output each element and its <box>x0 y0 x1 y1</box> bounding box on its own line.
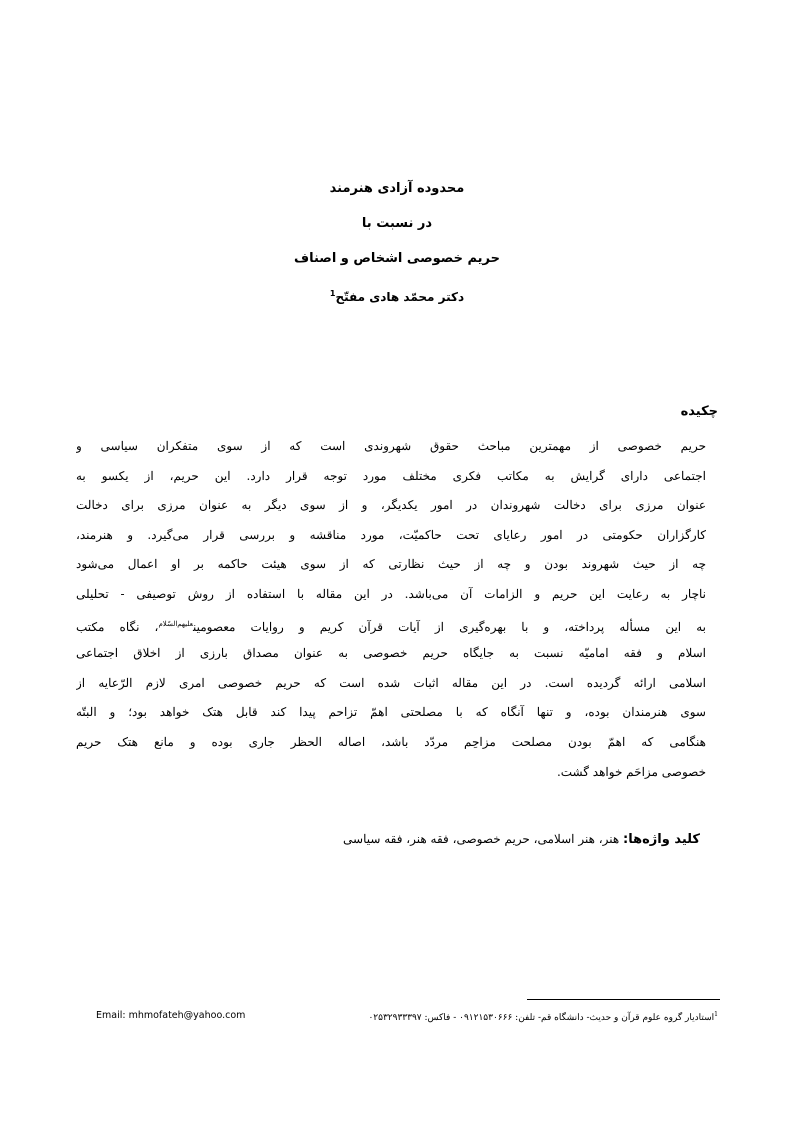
footnote-text: استادیار گروه علوم قرآن و حدیث- دانشگاه قم- تلفن: ۰۹۱۲۱۵۳۰۶۶۶ - فاکس: ۰۲۵۳۲۹۳۳۳۹۷ <box>368 1013 715 1023</box>
footnote <box>368 1011 718 1023</box>
abstract-body <box>76 432 706 787</box>
footnote-mark: 1 <box>714 1011 718 1018</box>
abstract-line <box>76 610 706 640</box>
keywords-label: کلید واژه‌ها: <box>623 832 700 847</box>
abstract-heading: چکیده <box>680 404 718 419</box>
abstract-line: حریم خصوصی از مهمترین مباحث حقوق شهروندی است که از سوی متفکران سیاسی و <box>76 439 706 453</box>
keywords-value: هنر، هنر اسلامی، حریم خصوصی، فقه هنر، فقه سیاسی <box>343 832 620 846</box>
abstract-line: سوی هنرمندان بوده، و تنها آنگاه که با مصلحتی اهمّ تزاحم پیدا کند قابل هتک خواهد بود؛ و البتّه <box>76 705 706 720</box>
footnote-divider <box>527 999 720 1000</box>
abstract-line: اسلامی ارائه گردیده است. در این مقاله اثبات شده است که حریم خصوصی امری لازم الرّعایه از <box>76 675 706 690</box>
abstract-line-7-tail: ، نگاه مکتب <box>76 619 159 634</box>
author-email: Email: mhmofateh@yahoo.com <box>96 1010 246 1021</box>
abstract-line: اجتماعی دارای گرایش به مکاتب فکری مختلف مورد توجه قرار دارد. این حریم، از یکسو به <box>76 468 706 483</box>
title-line-1: محدوده آزادی هنرمند <box>329 181 465 196</box>
abstract-line: هنگامی که اهمّ بودن مصلحت مزاحِم مردّد باشد، اصاله الحظر جاری بوده و مانع هتک حریم <box>76 734 706 749</box>
honorific-mark: علیهم‌السّلام <box>158 619 193 628</box>
abstract-line: اسلام و فقه امامیّه نسبت به جایگاه حریم خصوصی به عنوان مصداق بارزی از اخلاق اجتماعی <box>76 646 706 661</box>
abstract-line-7-text: به این مسأله پرداخته، و با بهره‌گیری از آیات قرآن کریم و روایات معصومین <box>192 619 706 634</box>
article-title-block <box>200 178 594 308</box>
keywords-line <box>343 832 700 847</box>
abstract-line: ناچار به رعایت این حریم و الزامات آن می‌باشد. در این مقاله با استفاده از روش توصیفی - تحلیلی <box>76 586 706 601</box>
author-line <box>200 283 594 308</box>
author-footnote-mark: 1 <box>329 289 336 298</box>
abstract-line: عنوان مرزی برای دخالت شهروندان در امور یکدیگر، و از سوی دیگر به عنوان مرزی برای دخالت <box>76 498 706 513</box>
title-line-3: حریم خصوصی اشخاص و اصناف <box>293 251 501 266</box>
abstract-line: چه از حیث شهروند بودن و چه از حیث نظارتی که از سوی هیئت حاکمه بر او اعمال می‌شود <box>76 557 706 572</box>
title-line-2: در نسبت با <box>361 216 433 231</box>
abstract-line: خصوصی مزاحَم خواهد گشت. <box>556 764 706 779</box>
abstract-line: کارگزاران حکومتی در امور رعایای تحت حاکمیّت، مورد مناقشه و بررسی قرار می‌گیرد. و هنرمند، <box>76 527 706 542</box>
author-name: دکتر محمّد هادی مفتّح <box>335 290 465 304</box>
